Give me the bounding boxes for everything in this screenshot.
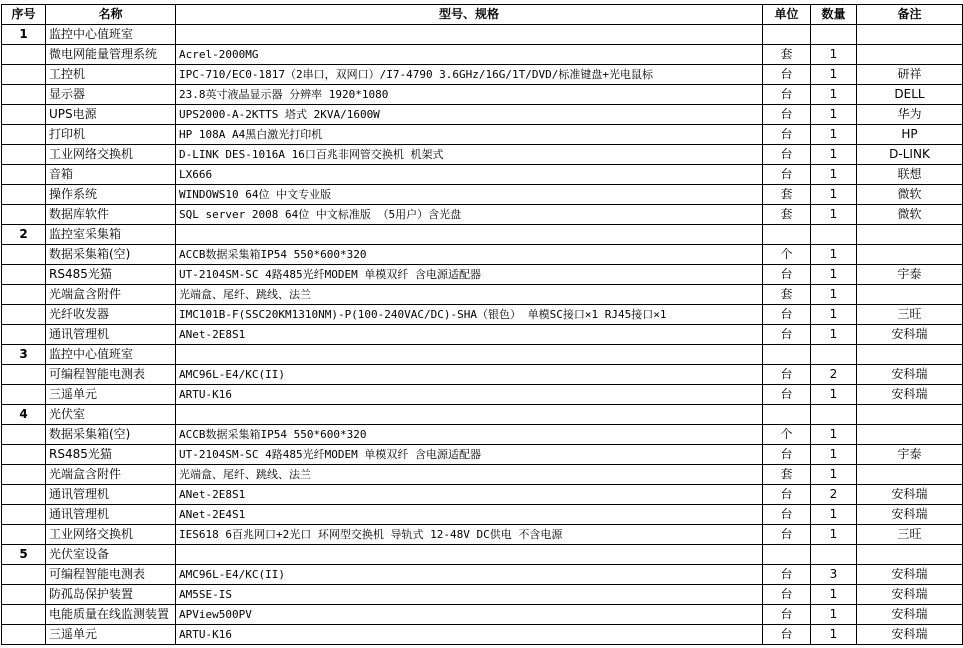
cell-no: [2, 165, 46, 185]
table-row: [2, 605, 963, 625]
table-row: [2, 365, 963, 385]
cell-spec: [176, 25, 763, 45]
cell-no: [2, 505, 46, 525]
cell-no: [2, 305, 46, 325]
cell-qty: 1: [811, 145, 857, 165]
table-row: [2, 265, 963, 285]
cell-unit: 台: [763, 625, 811, 645]
cell-spec: 光端盒、尾纤、跳线、法兰: [176, 465, 763, 485]
cell-qty: [811, 225, 857, 245]
cell-qty: 1: [811, 525, 857, 545]
cell-unit: 台: [763, 605, 811, 625]
cell-name: 可编程智能电测表: [46, 365, 176, 385]
cell-name: 工业网络交换机: [46, 525, 176, 545]
table-row: [2, 485, 963, 505]
cell-name: 防孤岛保护装置: [46, 585, 176, 605]
cell-unit: 台: [763, 525, 811, 545]
cell-qty: 1: [811, 265, 857, 285]
cell-qty: 1: [811, 105, 857, 125]
cell-no: [2, 385, 46, 405]
cell-note: 宇泰: [857, 445, 963, 465]
table-row: [2, 105, 963, 125]
cell-unit: [763, 25, 811, 45]
cell-unit: 台: [763, 485, 811, 505]
cell-name: 打印机: [46, 125, 176, 145]
cell-qty: [811, 25, 857, 45]
cell-no: [2, 625, 46, 645]
cell-no: 5: [2, 545, 46, 565]
table-row: [2, 205, 963, 225]
cell-spec: 23.8英寸液晶显示器 分辨率 1920*1080: [176, 85, 763, 105]
cell-unit: 台: [763, 365, 811, 385]
cell-unit: 台: [763, 585, 811, 605]
header-name: 名称: [46, 5, 176, 25]
cell-spec: Acrel-2000MG: [176, 45, 763, 65]
cell-name: 数据库软件: [46, 205, 176, 225]
table-row: [2, 585, 963, 605]
table-row: [2, 245, 963, 265]
cell-name: 通讯管理机: [46, 485, 176, 505]
header-row: [2, 5, 963, 25]
cell-name: 三遥单元: [46, 625, 176, 645]
cell-spec: WINDOWS10 64位 中文专业版: [176, 185, 763, 205]
cell-unit: 台: [763, 385, 811, 405]
cell-spec: ANet-2E4S1: [176, 505, 763, 525]
cell-unit: 套: [763, 465, 811, 485]
cell-name: 三遥单元: [46, 385, 176, 405]
cell-spec: D-LINK DES-1016A 16口百兆非网管交换机 机架式: [176, 145, 763, 165]
cell-spec: 光端盒、尾纤、跳线、法兰: [176, 285, 763, 305]
cell-note: 联想: [857, 165, 963, 185]
table-body: [2, 25, 963, 645]
cell-name: 光端盒含附件: [46, 285, 176, 305]
header-no: 序号: [2, 5, 46, 25]
cell-qty: 1: [811, 625, 857, 645]
section-row: [2, 25, 963, 45]
cell-note: [857, 425, 963, 445]
cell-note: 安科瑞: [857, 365, 963, 385]
cell-no: 2: [2, 225, 46, 245]
table-row: [2, 305, 963, 325]
cell-qty: 2: [811, 365, 857, 385]
cell-qty: 1: [811, 125, 857, 145]
cell-qty: [811, 345, 857, 365]
cell-unit: [763, 405, 811, 425]
cell-no: [2, 145, 46, 165]
cell-spec: AMC96L-E4/KC(II): [176, 565, 763, 585]
cell-spec: UPS2000-A-2KTTS 塔式 2KVA/1600W: [176, 105, 763, 125]
cell-note: [857, 465, 963, 485]
cell-name: 光伏室: [46, 405, 176, 425]
cell-no: 4: [2, 405, 46, 425]
cell-note: 安科瑞: [857, 585, 963, 605]
cell-spec: [176, 405, 763, 425]
cell-spec: IES618 6百兆网口+2光口 环网型交换机 导轨式 12-48V DC供电 不含电源: [176, 525, 763, 545]
header-qty: 数量: [811, 5, 857, 25]
cell-note: [857, 405, 963, 425]
table-row: [2, 505, 963, 525]
cell-note: 三旺: [857, 525, 963, 545]
cell-qty: 1: [811, 445, 857, 465]
cell-note: 安科瑞: [857, 325, 963, 345]
cell-spec: [176, 545, 763, 565]
cell-no: [2, 45, 46, 65]
cell-no: 1: [2, 25, 46, 45]
cell-name: 操作系统: [46, 185, 176, 205]
cell-note: [857, 225, 963, 245]
cell-name: 监控室采集箱: [46, 225, 176, 245]
cell-qty: 1: [811, 185, 857, 205]
cell-no: [2, 265, 46, 285]
cell-name: 通讯管理机: [46, 325, 176, 345]
cell-unit: 台: [763, 305, 811, 325]
cell-unit: 个: [763, 425, 811, 445]
cell-qty: 1: [811, 85, 857, 105]
cell-note: 安科瑞: [857, 625, 963, 645]
section-row: [2, 405, 963, 425]
cell-spec: ACCB数据采集箱IP54 550*600*320: [176, 425, 763, 445]
cell-spec: UT-2104SM-SC 4路485光纤MODEM 单模双纤 含电源适配器: [176, 445, 763, 465]
cell-spec: UT-2104SM-SC 4路485光纤MODEM 单模双纤 含电源适配器: [176, 265, 763, 285]
cell-unit: [763, 225, 811, 245]
cell-spec: AMC96L-E4/KC(II): [176, 365, 763, 385]
cell-note: 安科瑞: [857, 605, 963, 625]
table-row: [2, 165, 963, 185]
cell-name: 微电网能量管理系统: [46, 45, 176, 65]
cell-qty: [811, 405, 857, 425]
cell-no: [2, 485, 46, 505]
cell-note: [857, 285, 963, 305]
table-row: [2, 425, 963, 445]
table-row: [2, 385, 963, 405]
cell-qty: 1: [811, 585, 857, 605]
cell-unit: [763, 545, 811, 565]
cell-name: 音箱: [46, 165, 176, 185]
section-row: [2, 545, 963, 565]
cell-name: 工控机: [46, 65, 176, 85]
cell-name: 光端盒含附件: [46, 465, 176, 485]
cell-no: [2, 125, 46, 145]
cell-no: [2, 445, 46, 465]
cell-name: 光伏室设备: [46, 545, 176, 565]
cell-unit: 台: [763, 145, 811, 165]
table-row: [2, 285, 963, 305]
cell-note: [857, 25, 963, 45]
table-row: [2, 185, 963, 205]
cell-qty: 1: [811, 305, 857, 325]
cell-unit: 台: [763, 85, 811, 105]
cell-note: [857, 245, 963, 265]
table-row: [2, 85, 963, 105]
cell-qty: 1: [811, 505, 857, 525]
cell-unit: 台: [763, 125, 811, 145]
cell-qty: 1: [811, 425, 857, 445]
header-note: 备注: [857, 5, 963, 25]
cell-spec: LX666: [176, 165, 763, 185]
cell-name: 通讯管理机: [46, 505, 176, 525]
cell-unit: 套: [763, 205, 811, 225]
cell-no: [2, 325, 46, 345]
cell-name: 光纤收发器: [46, 305, 176, 325]
section-row: [2, 345, 963, 365]
cell-name: 数据采集箱(空): [46, 425, 176, 445]
cell-unit: 台: [763, 325, 811, 345]
cell-qty: 1: [811, 205, 857, 225]
cell-note: 华为: [857, 105, 963, 125]
cell-note: 安科瑞: [857, 505, 963, 525]
cell-no: [2, 185, 46, 205]
cell-note: 宇泰: [857, 265, 963, 285]
table-row: [2, 145, 963, 165]
cell-unit: 台: [763, 65, 811, 85]
cell-note: [857, 45, 963, 65]
cell-qty: 1: [811, 385, 857, 405]
cell-qty: 1: [811, 45, 857, 65]
table-row: [2, 565, 963, 585]
cell-note: 安科瑞: [857, 565, 963, 585]
cell-spec: APView500PV: [176, 605, 763, 625]
cell-unit: 台: [763, 505, 811, 525]
cell-no: 3: [2, 345, 46, 365]
cell-no: [2, 245, 46, 265]
cell-note: [857, 345, 963, 365]
cell-qty: 1: [811, 245, 857, 265]
cell-note: 安科瑞: [857, 385, 963, 405]
cell-no: [2, 365, 46, 385]
cell-note: 研祥: [857, 65, 963, 85]
cell-name: RS485光猫: [46, 265, 176, 285]
table-row: [2, 525, 963, 545]
cell-spec: IMC101B-F(SSC20KM1310NM)-P(100-240VAC/DC)-SHA（银色） 单模SC接口×1 RJ45接口×1: [176, 305, 763, 325]
cell-note: 微软: [857, 185, 963, 205]
cell-note: D-LINK: [857, 145, 963, 165]
cell-spec: ANet-2E8S1: [176, 325, 763, 345]
cell-qty: 3: [811, 565, 857, 585]
cell-unit: 套: [763, 185, 811, 205]
cell-qty: 1: [811, 65, 857, 85]
cell-name: 监控中心值班室: [46, 25, 176, 45]
cell-no: [2, 205, 46, 225]
table-row: [2, 445, 963, 465]
cell-note: 三旺: [857, 305, 963, 325]
cell-no: [2, 465, 46, 485]
cell-unit: 台: [763, 565, 811, 585]
cell-spec: ARTU-K16: [176, 385, 763, 405]
cell-spec: ACCB数据采集箱IP54 550*600*320: [176, 245, 763, 265]
cell-no: [2, 105, 46, 125]
cell-unit: 套: [763, 285, 811, 305]
cell-no: [2, 285, 46, 305]
cell-spec: SQL server 2008 64位 中文标准版 （5用户）含光盘: [176, 205, 763, 225]
table-row: [2, 125, 963, 145]
cell-qty: [811, 545, 857, 565]
cell-note: 微软: [857, 205, 963, 225]
cell-name: RS485光猫: [46, 445, 176, 465]
header-unit: 单位: [763, 5, 811, 25]
cell-spec: [176, 345, 763, 365]
cell-qty: 1: [811, 325, 857, 345]
cell-no: [2, 525, 46, 545]
cell-unit: 台: [763, 445, 811, 465]
cell-unit: 台: [763, 265, 811, 285]
cell-no: [2, 605, 46, 625]
table-row: [2, 625, 963, 645]
cell-spec: AM5SE-IS: [176, 585, 763, 605]
cell-name: 显示器: [46, 85, 176, 105]
cell-no: [2, 585, 46, 605]
cell-name: UPS电源: [46, 105, 176, 125]
cell-spec: IPC-710/EC0-1817（2串口，双网口）/I7-4790 3.6GHz/16G/1T/DVD/标准键盘+光电鼠标: [176, 65, 763, 85]
cell-no: [2, 565, 46, 585]
cell-unit: 个: [763, 245, 811, 265]
cell-note: DELL: [857, 85, 963, 105]
cell-unit: 台: [763, 165, 811, 185]
cell-name: 数据采集箱(空): [46, 245, 176, 265]
cell-name: 可编程智能电测表: [46, 565, 176, 585]
section-row: [2, 225, 963, 245]
cell-qty: 2: [811, 485, 857, 505]
cell-qty: 1: [811, 285, 857, 305]
cell-spec: [176, 225, 763, 245]
table-row: [2, 65, 963, 85]
cell-qty: 1: [811, 605, 857, 625]
table-row: [2, 325, 963, 345]
cell-no: [2, 65, 46, 85]
header-spec: 型号、规格: [176, 5, 763, 25]
cell-unit: 台: [763, 105, 811, 125]
cell-note: 安科瑞: [857, 485, 963, 505]
cell-unit: 套: [763, 45, 811, 65]
cell-no: [2, 85, 46, 105]
cell-note: HP: [857, 125, 963, 145]
cell-name: 电能质量在线监测装置: [46, 605, 176, 625]
cell-name: 工业网络交换机: [46, 145, 176, 165]
cell-spec: ANet-2E8S1: [176, 485, 763, 505]
cell-spec: HP 108A A4黑白激光打印机: [176, 125, 763, 145]
cell-qty: 1: [811, 165, 857, 185]
cell-note: [857, 545, 963, 565]
cell-name: 监控中心值班室: [46, 345, 176, 365]
cell-unit: [763, 345, 811, 365]
cell-spec: ARTU-K16: [176, 625, 763, 645]
cell-no: [2, 425, 46, 445]
equipment-table: [1, 4, 963, 645]
table-row: [2, 465, 963, 485]
table-row: [2, 45, 963, 65]
cell-qty: 1: [811, 465, 857, 485]
